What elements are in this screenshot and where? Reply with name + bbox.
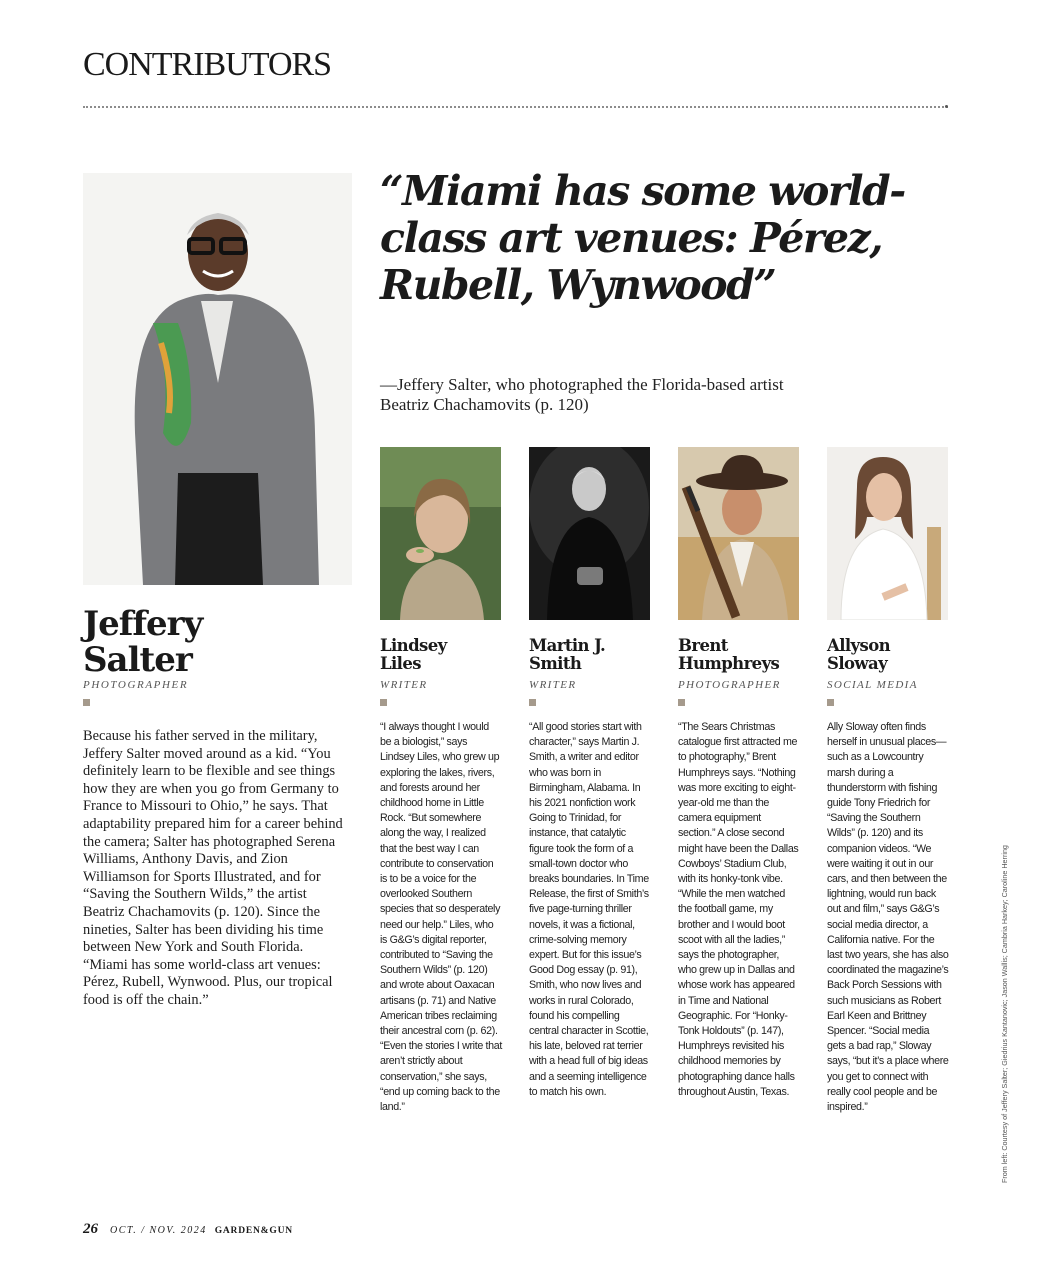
main-contributor-first-name: Jeffery xyxy=(83,604,203,644)
lindsey-liles-photo xyxy=(380,447,501,620)
contributor-bio: “I always thought I would be a biologist,” says Lindsey Liles, who grew up exploring the lakes, rivers, and forests around her childhood home in Little Rock. “But somewhere along the way, I realized that the best way I can contribute to conservation is to be a voice for the overlooked Southern species that so desperately need our help.” Liles, who is G&G’s digital reporter, contributed to “Saving the Southern Wilds” (p. 120) and wrote about Oaxacan artisans (p. 71) and Native American tribes reclaiming their ancestral corn (p. 62). “Even the stories I write that aren’t strictly about conservation,” she says, “end up coming back to the land.” xyxy=(380,721,502,1114)
contributor-name xyxy=(380,637,520,673)
contributor-bio: Ally Sloway often finds herself in unusual places—such as a Lowcountry marsh during a thunderstorm with fishing guide Tony Friedrich for “Saving the Southern Wilds” (p. 120) and its companion videos. “We were waiting it out in our cars, and then between the lightning, would run back out and film,” says G&G’s social media director, a California native. For the last two years, she has also coordinated the magazine’s Back Porch Sessions with such musicians as Robert Earl Keen and Brittney Spencer. “Social media gets a bad rap,” Sloway says, “but it’s a place where you get to connect with really cool people and be inspired.” xyxy=(827,721,949,1114)
role-square-marker xyxy=(827,699,834,706)
jeffery-salter-photo xyxy=(83,173,352,585)
contributor-name xyxy=(827,637,967,673)
contributor-role: WRITER xyxy=(380,679,428,691)
role-square-marker xyxy=(83,699,90,706)
role-square-marker xyxy=(529,699,536,706)
main-contributor-bio: Because his father served in the military, Jeffery Salter moved around as a kid. “You definitely learn to be flexible and see things how they are when you go from Germany to France to Missouri to Ohio,” he says. That adaptability prepared him for a career behind the camera; Salter has photographed Serena Williams, Anthony Davis, and Zion Williamson for Sports Illustrated, and for “Saving the Southern Wilds,” the artist Beatriz Chachamovits (p. 120). Since the nineties, Salter has been dividing his time between New York and South Florida. “Miami has some world-class art venues: Pérez, Rubell, Wynwood. Plus, our tropical food is off the chain.” xyxy=(83,728,343,1008)
brent-humphreys-photo xyxy=(678,447,799,620)
contributor-last-name: Sloway xyxy=(827,654,888,673)
contributor-last-name: Humphreys xyxy=(678,654,780,673)
contributor-first-name: Allyson xyxy=(827,636,891,655)
role-square-marker xyxy=(678,699,685,706)
contributor-last-name: Smith xyxy=(529,654,582,673)
contributor-last-name: Liles xyxy=(380,654,421,673)
contributor-bio: “The Sears Christmas catalogue first attracted me to photography,” Brent Humphreys says. “Nothing was more exciting to eight-year-old me than the camera equipment section.” A close second might have been the Dallas Cowboys’ Stadium Club, with its honky-tonk vibe. “While the men watched the football game, my brother and I would boot scoot with all the ladies,” says the photographer, who grew up in Dallas and whose work has appeared in Time and National Geographic. For “Honky-Tonk Holdouts” (p. 147), Humphreys revisited his childhood memories by photographing dance halls throughout Austin, Texas. xyxy=(678,721,799,1098)
page-folio xyxy=(83,1220,293,1238)
martin-j-smith-photo xyxy=(529,447,650,620)
section-title: CONTRIBUTORS xyxy=(83,46,332,83)
main-contributor-name xyxy=(83,606,202,678)
contributor-first-name: Martin J. xyxy=(529,636,606,655)
photo-credit: From left: Courtesy of Jeffery Salter; Giedrius Kantanovic; Jason Wallis; Cambria Harkey; Caroline Herring xyxy=(1000,845,1009,1183)
contributor-name xyxy=(529,637,669,673)
pull-quote-attribution: —Jeffery Salter, who photographed the Florida-based artist Beatriz Chachamovits (p. 120) xyxy=(380,375,784,414)
dotted-divider xyxy=(83,106,948,108)
allyson-sloway-photo xyxy=(827,447,948,620)
main-contributor-role: PHOTOGRAPHER xyxy=(83,679,189,691)
contributor-role: WRITER xyxy=(529,679,577,691)
page-number: 26 xyxy=(83,1221,98,1237)
pull-quote: “Miami has some world-class art venues: Pérez, Rubell, Wynwood” xyxy=(380,167,905,309)
contributor-role: SOCIAL MEDIA xyxy=(827,679,918,691)
contributor-role: PHOTOGRAPHER xyxy=(678,679,781,691)
contributor-bio: “All good stories start with character,” says Martin J. Smith, a writer and editor who was born in Birmingham, Alabama. In his 2021 nonfiction work Going to Trinidad, for instance, that catalytic figure took the form of a small-town doctor who breaks boundaries. In Time Release, the first of Smith’s five page-turning thriller novels, it was a fictional, crime-solving memory expert. But for this issue’s Good Dog essay (p. 91), Smith, who now lives and works in rural Colorado, found his compelling central character in Scottie, his late, beloved rat terrier with a head full of big ideas and a seeming intelligence to match his own. xyxy=(529,721,649,1098)
issue-date: OCT. / NOV. 2024 xyxy=(110,1225,207,1236)
main-contributor-last-name: Salter xyxy=(83,640,192,680)
divider-end-dot xyxy=(945,105,948,108)
role-square-marker xyxy=(380,699,387,706)
contributor-first-name: Lindsey xyxy=(380,636,447,655)
contributor-first-name: Brent xyxy=(678,636,728,655)
magazine-name: GARDEN&GUN xyxy=(214,1226,293,1236)
contributor-name xyxy=(678,637,818,673)
